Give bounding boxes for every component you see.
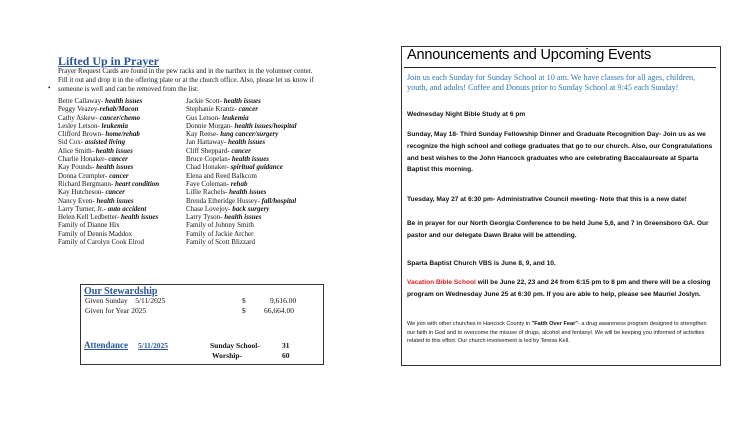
prayer-name: Donna Crumpler- [58,171,110,180]
worship-label: Worship- [212,351,243,360]
prayer-list-item [186,138,297,146]
prayer-name: Family of Carolyn Cook Elrod [58,238,144,247]
prayer-name: Brenda Etheridge Hussey- [186,196,262,205]
prayer-list-item [58,105,159,113]
prayer-list-item [58,163,159,171]
prayer-list-item [58,155,159,163]
fof-text-a: We join with other churches in Hancock County in [407,321,532,327]
prayer-note: health issues [95,146,133,155]
prayer-list-left [58,97,159,246]
announcements-intro: Join us each Sunday for Sunday School at 10 am. We have classes for all ages, children, youth, and adults! Coffee and Donuts prior to Sunday School at 9:45 each Sunday! [407,73,696,92]
announcement-fellowship-dinner: Sunday, May 18- Third Sunday Fellowship Dinner and Graduate Recognition Day- Join us as we recognize the high school and college graduates that go to our church. Also, our Congratulations and best wishes to the John Hancock graduates who are celebrating Baccalaureate at Sparta Baptist this morning. [407,131,713,174]
prayer-list-item [58,238,159,246]
fof-program-name: "Faith Over Fear" [531,321,578,327]
prayer-intro [58,67,378,94]
title-divider [404,67,716,68]
prayer-note: health issues/hospital [234,121,297,130]
announcement-council-meeting: Tuesday, May 27 at 6:30 pm- Administrative Council meeting- Note that this is a new date! [407,196,687,203]
prayer-list-item [186,188,297,196]
prayer-name: Alice Smith- [58,146,96,155]
prayer-name: Stephanie Krantz- [186,105,239,114]
prayer-list-item [58,221,159,229]
prayer-name: Chase Lovejoy- [186,204,233,213]
prayer-note: health issues [223,97,261,105]
prayer-note: health issues [224,213,262,222]
vbs-highlight: Vacation Bible School [407,279,476,286]
prayer-list-item [58,213,159,221]
fof-text-b: - a drug awareness program designed to strengthen our faith in God and to overcome the misuse of drugs, alcohol and fentanyl. We will be keeping you informed of activities related to this effort. Our church involvement is led by Teresa Kell. [407,321,707,345]
prayer-list-right [186,97,297,246]
announcements-title: Announcements and Upcoming Events [407,47,652,63]
prayer-note: cancer [108,155,128,164]
prayer-name: Larry Turner, Jr.- [58,204,108,213]
prayer-note: spiritual guidance [230,163,283,172]
attendance-title-text: Attendance [84,340,128,350]
sunday-school-value: 31 [282,341,290,350]
prayer-list-item [58,138,159,146]
prayer-name: Larry Tyson- [186,213,225,222]
prayer-list-item [186,97,297,105]
prayer-note: cancer [238,105,258,114]
prayer-note: lung cancer/surgery [220,130,279,139]
sunday-school-label: Sunday School- [210,341,260,350]
prayer-title: Lifted Up in Prayer [58,54,159,68]
prayer-name: Bette Callaway- [58,97,106,105]
prayer-note: fall/hospital [261,196,297,205]
prayer-note: cancer [105,188,125,197]
prayer-note: health issues [121,213,159,222]
prayer-note: heart condition [115,179,160,188]
prayer-name: Family of Dennis Maddox [58,229,133,238]
prayer-name: Richard Bergmann- [58,179,116,188]
prayer-name: Clifford Brown- [58,130,106,139]
attendance-date: 5/11/2025 [138,341,169,350]
prayer-note: rehab [230,179,248,188]
prayer-note: health issues [229,188,267,197]
currency-symbol: $ [242,306,246,315]
prayer-note: cancer/chemo [99,113,141,122]
prayer-name: Peggy Veazey- [58,105,100,114]
prayer-note: health issues [96,163,134,172]
announcement-faith-over-fear [407,320,715,346]
prayer-list-item [58,147,159,155]
prayer-list-item [186,105,297,113]
prayer-list-item [186,205,297,213]
prayer-list-item [186,122,297,130]
prayer-note: leukemia [222,113,249,122]
prayer-note: assisted living [84,138,126,147]
prayer-name: Family of Scott Blizzard [186,238,256,247]
prayer-name: Nancy Even- [58,196,97,205]
given-year-label: Given for Year 2025 [85,306,147,315]
prayer-list-item [186,172,297,180]
prayer-list-item [186,147,297,155]
prayer-list-item [186,238,297,246]
announcements-box [401,46,721,366]
vbs-details: will be June 22, 23 and 24 from 6:15 pm to 8 pm and there will be a closing program on Wednesday June 25 at 6:30 pm. If you are able to help, please see Mauriel Joslyn. [407,279,711,298]
prayer-name: Jackie Scott- [186,97,224,105]
announcement-vbs [407,277,715,301]
prayer-name: Cliff Sheppard- [186,146,232,155]
prayer-note: health issues [231,155,270,164]
prayer-name: Kay Hutcheson- [58,188,106,197]
stewardship-title: Our Stewardship [84,286,158,297]
prayer-name: Donnie Morgan- [186,121,235,130]
prayer-name: Kay Reese- [186,130,221,139]
prayer-note: cancer [109,171,129,180]
prayer-list-item [186,180,297,188]
given-sunday-label: Given Sunday 5/11/2025 [85,296,166,305]
prayer-name: Family of Johnny Smith [186,221,254,230]
prayer-name: Jan Hattaway- [186,138,228,147]
announcement-conference: Be in prayer for our North Georgia Conference to be held June 5,6, and 7 in Greensboro GA. Our pastor and our delegate Dawn Brake will be attending. [407,220,709,239]
prayer-name: Elena and Reed Balkcom [186,171,257,180]
prayer-list-item [186,197,297,205]
announcement-sparta-vbs: Sparta Baptist Church VBS is June 8, 9, and 10. [407,260,556,267]
prayer-name: Cathy Askew- [58,113,100,122]
prayer-note: rehab/Macon [99,105,139,114]
wednesday-bible-study: Wednesday Night Bible Study at 6 pm [407,111,526,118]
prayer-name: Bruce Copelan- [186,155,232,164]
prayer-list-item [186,213,297,221]
prayer-list-item [58,205,159,213]
prayer-list-item [58,180,159,188]
prayer-note: health issues [227,138,266,147]
prayer-intro-line: Prayer Request Cards are found in the pew racks and in the narthex in the volunteer center. [58,67,313,75]
prayer-name: Lesley Letson- [58,121,102,130]
prayer-note: health issues [96,196,134,205]
prayer-list-item [58,188,159,196]
prayer-list-item [58,172,159,180]
bullet-dot: • [48,84,51,92]
prayer-name: Kay Pounds- [58,163,97,172]
prayer-list-item [186,155,297,163]
prayer-list-item [186,114,297,122]
prayer-name: Charlie Honaker- [58,155,109,164]
prayer-intro-line: Fill it out and drop it in the offering plate or at the church office. Also, please let us know if [58,76,314,84]
prayer-list-item [58,122,159,130]
prayer-note: leukemia [101,121,128,130]
prayer-intro-line: someone is well and can be removed from the list. [58,85,199,93]
prayer-list-item [186,130,297,138]
prayer-name: Family of Jackie Archer [186,229,254,238]
prayer-name: Family of Dianne Hix [58,221,120,230]
prayer-note: auto accident [107,204,147,213]
prayer-note: cancer [231,146,251,155]
prayer-name: Gus Letson- [186,113,223,122]
prayer-list-item [186,221,297,229]
prayer-list-item [58,230,159,238]
given-sunday-value: 9,616.00 [270,296,297,305]
prayer-list-item [186,163,297,171]
prayer-name: Sid Cox- [58,138,85,147]
prayer-name: Helen Kell Ledbetter- [58,213,122,222]
prayer-name: Faye Coleman- [186,179,231,188]
currency-symbol: $ [242,296,246,305]
prayer-name: Chad Honaker- [186,163,231,172]
given-year-value: 66,664.00 [264,306,294,315]
prayer-name: Lillie Rachels- [186,188,230,197]
prayer-list-item [186,230,297,238]
prayer-list-item [58,197,159,205]
prayer-note: health issues [105,97,143,105]
prayer-list-item [58,114,159,122]
prayer-note: back surgery [232,204,270,213]
prayer-note: home/rehab [105,130,140,139]
attendance-title [84,340,128,350]
prayer-list-item [58,130,159,138]
prayer-list-item [58,97,159,105]
worship-value: 60 [282,351,290,360]
